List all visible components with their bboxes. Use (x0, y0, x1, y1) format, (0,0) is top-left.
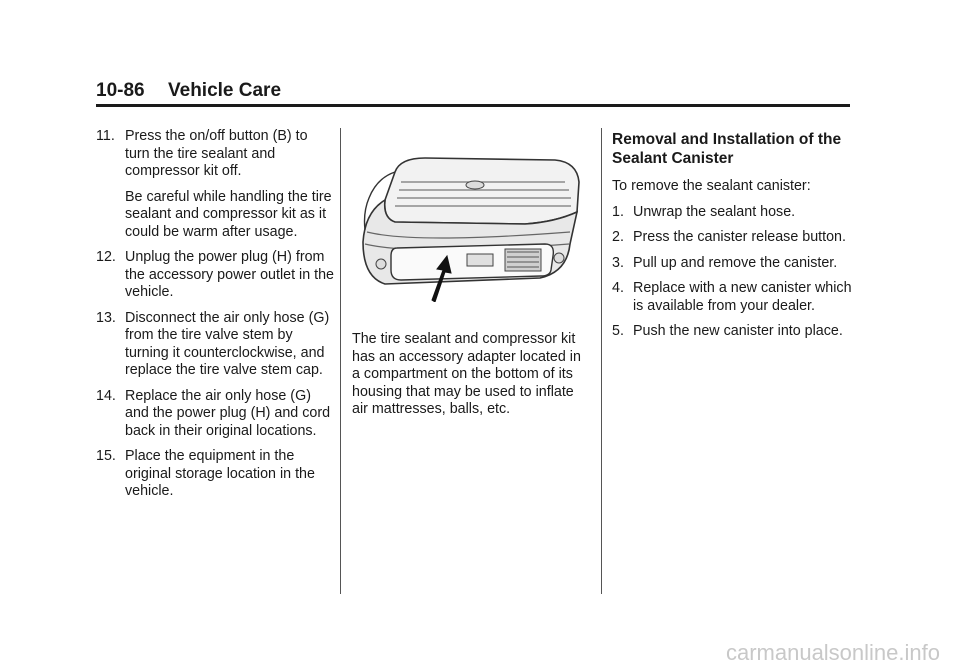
item-number: 5. (612, 323, 624, 339)
compressor-illustration (355, 152, 585, 302)
page-number: 10-86 (96, 80, 145, 101)
item-number: 3. (612, 254, 624, 271)
item-text: Unplug the power plug (H) from the accessory power outlet in the vehicle. (125, 249, 335, 300)
section-heading: Removal and Installation of the Sealant Canister (612, 131, 842, 167)
header-rule (96, 104, 850, 107)
list-item (612, 255, 856, 273)
item-text: Replace with a new canister which is available from your dealer. (633, 280, 852, 314)
list-item (96, 128, 336, 181)
figure-caption: The tire sealant and compressor kit has an accessory adapter located in a compartment on the bottom of its housing that may be used to inflate air mattresses, balls, etc. (352, 331, 581, 417)
column-divider-2 (601, 128, 602, 594)
section-title: Vehicle Care (168, 80, 282, 101)
item-text: Press the canister release button. (633, 229, 846, 245)
watermark: carmanualsonline.info (725, 640, 940, 665)
item-number: 11. (96, 128, 115, 144)
item-text: Place the equipment in the original storage location in the vehicle. (125, 448, 315, 499)
item-number: 2. (612, 229, 624, 245)
item-number: 1. (612, 203, 624, 220)
item-number: 14. (96, 387, 116, 404)
column-left (96, 128, 336, 509)
list-item (96, 388, 336, 441)
item-text: Disconnect the air only hose (G) from the tire valve stem by turning it counterclockwise, and replace the tire valve stem cap. (125, 309, 330, 378)
page-header (96, 80, 281, 102)
column-divider-1 (340, 128, 341, 594)
column-right (612, 128, 856, 349)
item-note: Be careful while handling the tire sealant and compressor kit as it could be warm after usage. (125, 188, 332, 240)
item-text: Push the new canister into place. (633, 323, 843, 339)
list-item (612, 229, 856, 247)
item-text: Unwrap the sealant hose. (633, 203, 796, 220)
list-item (96, 249, 336, 302)
list-item (612, 280, 856, 315)
list-item (612, 323, 856, 341)
list-item (96, 448, 336, 501)
list-item (96, 310, 336, 380)
item-number: 4. (612, 280, 624, 296)
item-number: 12. (96, 249, 116, 265)
item-text: Pull up and remove the canister. (633, 254, 838, 271)
list-item (612, 204, 856, 222)
item-number: 13. (96, 309, 116, 326)
item-text: Replace the air only hose (G) and the power plug (H) and cord back in their original locations. (125, 387, 331, 439)
intro-text: To remove the sealant canister: (612, 178, 811, 194)
item-number: 15. (96, 448, 116, 464)
item-text: Press the on/off button (B) to turn the tire sealant and compressor kit off. (125, 128, 308, 179)
